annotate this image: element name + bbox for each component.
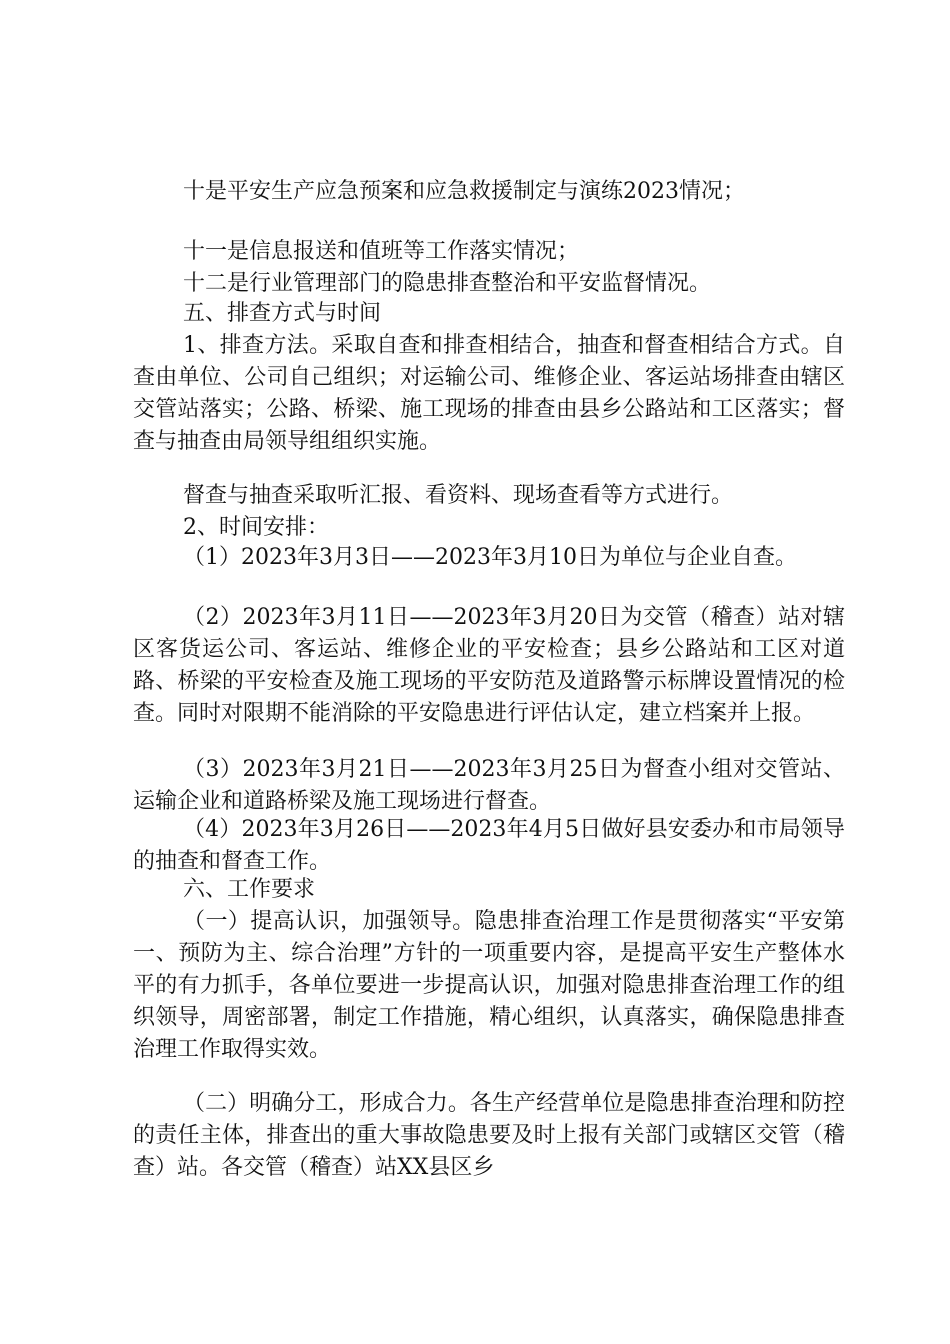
schedule-item-3: （3）2023年3月21日——2023年3月25日为督查小组对交管站、运输企业和道路桥梁及施工现场进行督查。 (133, 757, 845, 814)
paragraph-inspection-means: 督查与抽查采取听汇报、看资料、现场查看等方式进行。 (183, 483, 734, 508)
paragraph-item-10: 十是平安生产应急预案和应急救援制定与演练2023情况； (183, 179, 745, 204)
section-heading-6: 六、工作要求 (183, 877, 316, 902)
paragraph-schedule-heading: 2、时间安排： (183, 515, 329, 540)
paragraph-item-12: 十二是行业管理部门的隐患排查整治和平安监督情况。 (183, 271, 712, 296)
section-heading-5: 五、排查方式与时间 (183, 301, 382, 326)
schedule-item-4: （4）2023年3月26日——2023年4月5日做好县安委办和市局领导的抽查和督查工作。 (133, 817, 845, 874)
paragraph-method: 1、排查方法。采取自查和排查相结合，抽查和督查相结合方式。自查由单位、公司自己组织；对运输公司、维修企业、客运站场排查由辖区交管站落实；公路、桥梁、施工现场的排查由县乡公路站和工区落实；督查与抽查由局领导组组织实施。 (133, 333, 845, 454)
requirement-item-1: （一）提高认识，加强领导。隐患排查治理工作是贯彻落实“平安第一、预防为主、综合治理”方针的一项重要内容，是提高平安生产整体水平的有力抓手，各单位要进一步提高认识，加强对隐患排查治理工作的组织领导，周密部署，制定工作措施，精心组织，认真落实，确保隐患排查治理工作取得实效。 (133, 909, 845, 1062)
paragraph-item-11: 十一是信息报送和值班等工作落实情况； (183, 239, 580, 264)
requirement-item-2: （二）明确分工，形成合力。各生产经营单位是隐患排查治理和防控的责任主体，排查出的重大事故隐患要及时上报有关部门或辖区交管（稽查）站。各交管（稽查）站XX县区乡 (133, 1091, 845, 1180)
schedule-item-1: （1）2023年3月3日——2023年3月10日为单位与企业自查。 (183, 545, 797, 570)
schedule-item-2: （2）2023年3月11日——2023年3月20日为交管（稽查）站对辖区客货运公司、客运站、维修企业的平安检查；县乡公路站和工区对道路、桥梁的平安检查及施工现场的平安防范及道路警示标牌设置情况的检查。同时对限期不能消除的平安隐患进行评估认定，建立档案并上报。 (133, 605, 845, 726)
